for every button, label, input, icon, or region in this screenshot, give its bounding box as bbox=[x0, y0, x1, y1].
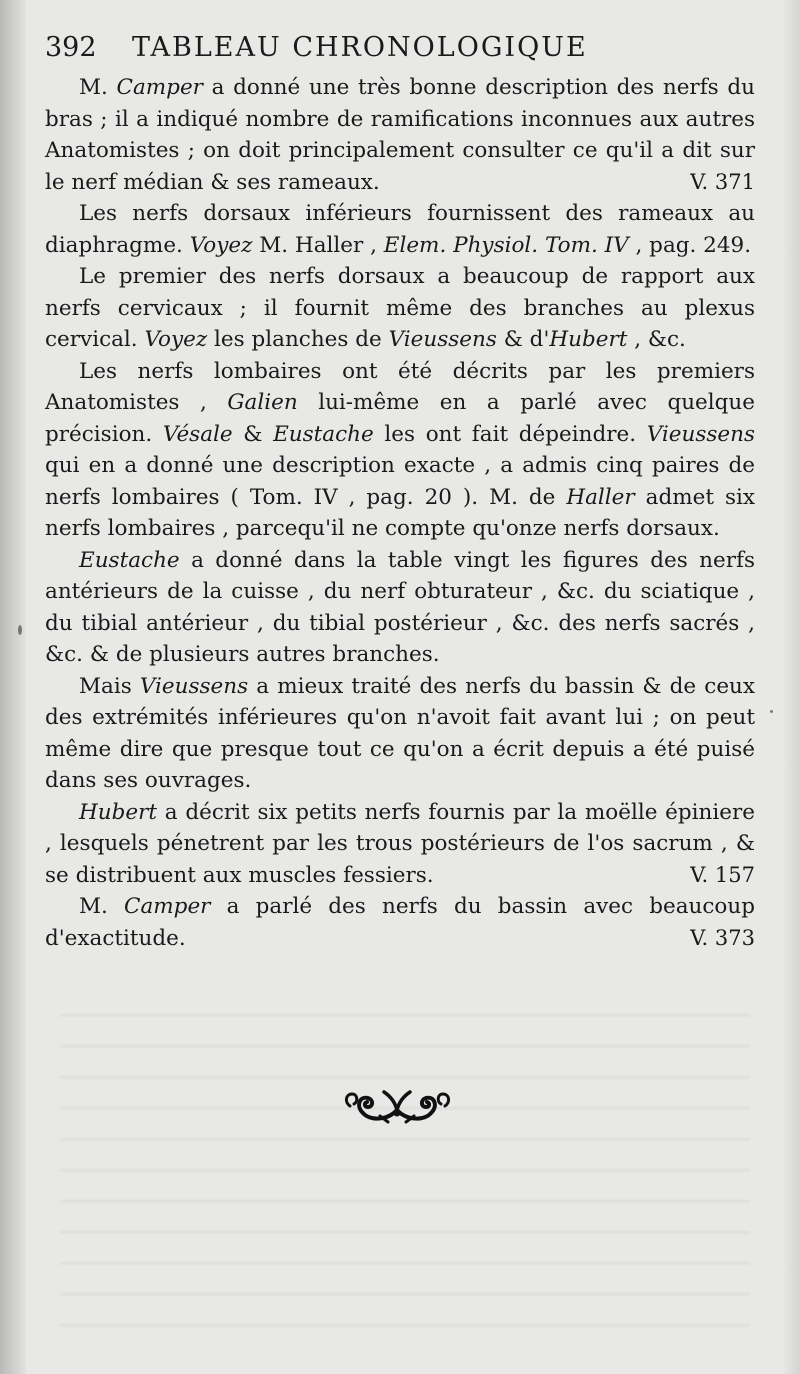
text-run: a donné une très bonne description des nerfs du bras ; il a indiqué nombre de ramifications inconnues aux autres Anatomistes ; on doit principalement consulter ce qu'il a dit sur le nerf médian & ses rameaux. bbox=[45, 75, 755, 195]
author-name: Vieussens bbox=[139, 673, 249, 699]
text-run: les ont fait dépeindre. bbox=[373, 421, 647, 447]
text-run: Les nerfs dorsaux inférieurs fournissent des rameaux au diaphragme. bbox=[45, 201, 755, 258]
author-name: Eustache bbox=[273, 421, 374, 447]
author-name: Camper bbox=[116, 75, 203, 100]
text-run: & bbox=[232, 421, 274, 447]
author-name: Galien bbox=[227, 390, 298, 415]
show-through-text bbox=[60, 1000, 750, 1330]
text-run: M. bbox=[79, 894, 125, 919]
text-run: Les nerfs lombaires ont été décrits par les premiers Anatomistes , bbox=[45, 358, 755, 415]
author-name: Vieussens bbox=[388, 327, 497, 352]
author-name: Vieussens bbox=[646, 421, 755, 447]
author-name: Eustache bbox=[79, 547, 180, 573]
text-run: a parlé des nerfs du bassin avec beaucoup d'exactitude. bbox=[45, 894, 755, 951]
gutter-shadow bbox=[0, 0, 26, 1374]
citation-voyez: Voyez bbox=[189, 232, 253, 258]
text-run: a donné dans la table vingt les figures des nerfs antérieurs de la cuisse , du nerf obturateur , &c. du sciatique , du tibial antérieur , du tibial postérieur , &c. des nerfs sacrés , &c. & de plusieurs autres branches. bbox=[45, 547, 755, 667]
volume-reference: V. 157 bbox=[690, 862, 755, 887]
fleuron-ornament-icon bbox=[340, 1080, 455, 1125]
page-title: TABLEAU CHRONOLOGIQUE bbox=[132, 32, 588, 63]
paragraph-camper-arm-nerves bbox=[45, 72, 755, 198]
text-run: M. Haller , bbox=[252, 232, 384, 258]
ink-speck bbox=[18, 625, 22, 635]
text-run: & d' bbox=[496, 327, 550, 352]
paragraph-first-dorsal-nerve bbox=[45, 261, 755, 356]
running-head bbox=[45, 32, 760, 68]
text-run: , &c. bbox=[627, 327, 686, 352]
paragraph-hubert-sacral-nerves bbox=[45, 797, 755, 892]
paragraph-camper-pelvis bbox=[45, 891, 755, 954]
author-name: Hubert bbox=[79, 799, 158, 825]
text-run: a mieux traité des nerfs du bassin & de ceux des extrémités inférieures qu'on n'avoit fait avant lui ; on peut même dire que presque tout ce qu'on a écrit depuis a été puisé dans ses ouvrages. bbox=[45, 673, 756, 793]
text-body bbox=[45, 72, 755, 954]
text-run: admet six nerfs lombaires , parcequ'il ne compte qu'onze nerfs dorsaux. bbox=[45, 484, 755, 541]
paragraph-lumbar-nerves bbox=[45, 356, 755, 545]
author-name: Hubert bbox=[549, 327, 628, 352]
volume-reference: V. 373 bbox=[690, 925, 755, 950]
volume-reference: V. 371 bbox=[690, 169, 755, 194]
author-name: Camper bbox=[124, 894, 211, 919]
text-run: lui-même en a parlé avec quelque précision. bbox=[45, 390, 755, 447]
paragraph-eustache-figures bbox=[45, 545, 755, 671]
text-run: Mais bbox=[79, 673, 140, 699]
paragraph-vieussens-pelvis bbox=[45, 671, 755, 797]
ink-speck bbox=[770, 710, 773, 713]
text-run: les planches de bbox=[207, 327, 389, 352]
paragraph-dorsal-nerves bbox=[45, 198, 755, 261]
text-run: Le premier des nerfs dorsaux a beaucoup de rapport aux nerfs cervicaux ; il fournit même des branches au plexus cervical. bbox=[45, 264, 755, 352]
text-run: qui en a donné une description exacte , a admis cinq paires de nerfs lombaires ( Tom. IV , pag. 20 ). M. de bbox=[45, 453, 755, 510]
page-edge bbox=[782, 0, 800, 1374]
citation-voyez: Voyez bbox=[144, 327, 208, 352]
author-name: Haller bbox=[566, 484, 635, 510]
text-run: M. bbox=[79, 75, 117, 100]
text-run: , pag. 249. bbox=[628, 232, 752, 258]
page-number: 392 bbox=[45, 32, 97, 63]
citation-work: Elem. Physiol. Tom. IV bbox=[383, 232, 629, 258]
author-name: Vésale bbox=[162, 421, 233, 447]
text-run: a décrit six petits nerfs fournis par la moëlle épiniere , lesquels pénetrent par les trous postérieurs de l'os sacrum , & se distribuent aux muscles fessiers. bbox=[45, 799, 755, 888]
